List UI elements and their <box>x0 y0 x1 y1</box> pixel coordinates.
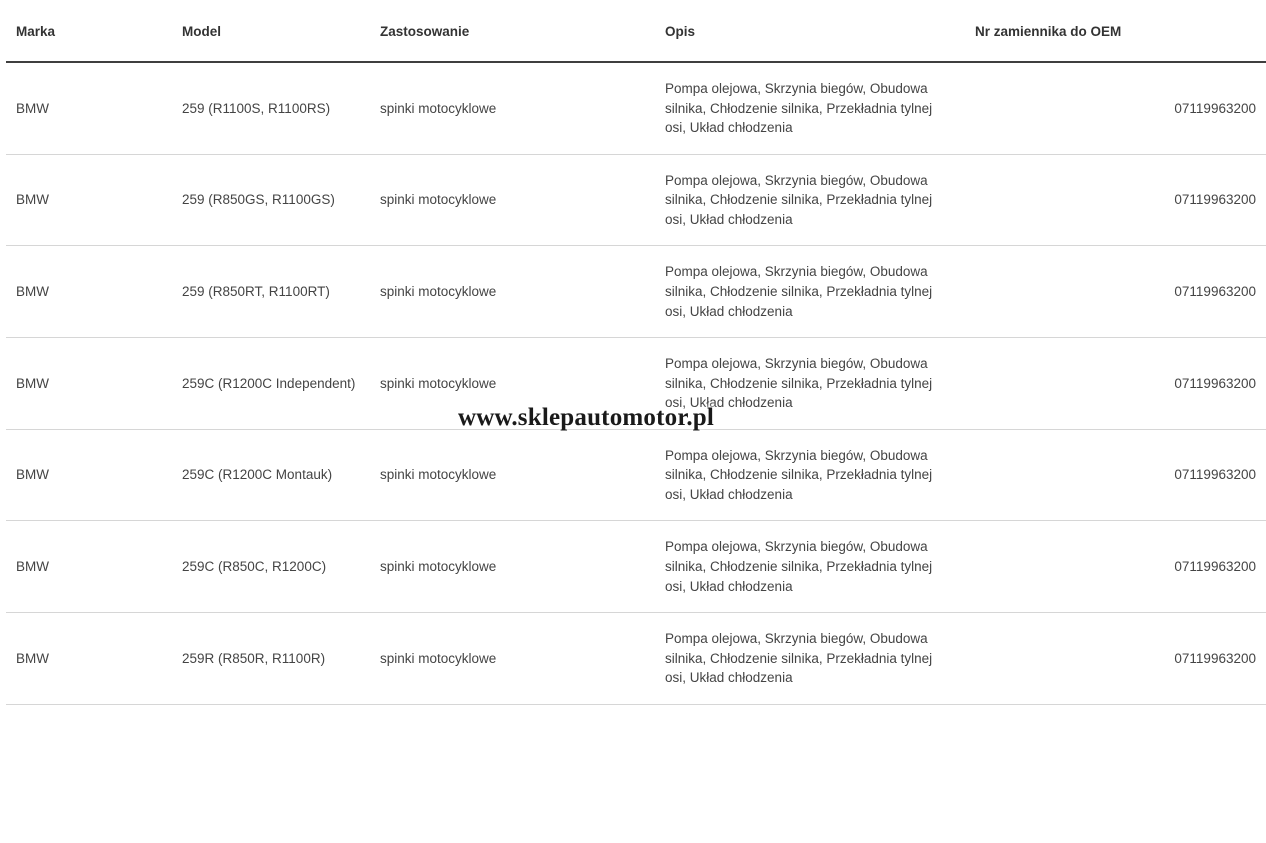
cell-oem: 07119963200 <box>965 62 1266 154</box>
cell-marka: BMW <box>6 62 172 154</box>
column-header-model: Model <box>172 0 370 62</box>
cell-opis: Pompa olejowa, Skrzynia biegów, Obudowa silnika, Chłodzenie silnika, Przekładnia tylnej osi, Układ chłodzenia <box>655 521 965 613</box>
cell-marka: BMW <box>6 154 172 246</box>
table-row <box>6 429 1266 521</box>
watermark: www.sklepautomotor.pl <box>457 404 715 431</box>
vehicle-compatibility-table <box>6 0 1266 705</box>
cell-model: 259 (R1100S, R1100RS) <box>172 62 370 154</box>
table-row <box>6 154 1266 246</box>
column-header-opis: Opis <box>655 0 965 62</box>
cell-opis: Pompa olejowa, Skrzynia biegów, Obudowa silnika, Chłodzenie silnika, Przekładnia tylnej osi, Układ chłodzenia <box>655 246 965 338</box>
cell-opis: Pompa olejowa, Skrzynia biegów, Obudowa silnika, Chłodzenie silnika, Przekładnia tylnej osi, Układ chłodzenia <box>655 154 965 246</box>
table-body <box>6 62 1266 704</box>
cell-model: 259 (R850GS, R1100GS) <box>172 154 370 246</box>
column-header-zastosowanie: Zastosowanie <box>370 0 655 62</box>
cell-opis: Pompa olejowa, Skrzynia biegów, Obudowa silnika, Chłodzenie silnika, Przekładnia tylnej osi, Układ chłodzenia <box>655 62 965 154</box>
cell-zastosowanie: spinki motocyklowe <box>370 154 655 246</box>
table-row <box>6 521 1266 613</box>
cell-zastosowanie: spinki motocyklowe <box>370 429 655 521</box>
cell-oem: 07119963200 <box>965 338 1266 430</box>
cell-opis: Pompa olejowa, Skrzynia biegów, Obudowa silnika, Chłodzenie silnika, Przekładnia tylnej osi, Układ chłodzenia <box>655 429 965 521</box>
cell-marka: BMW <box>6 246 172 338</box>
table-row <box>6 338 1266 430</box>
cell-zastosowanie: spinki motocyklowe <box>370 246 655 338</box>
cell-zastosowanie: spinki motocyklowe <box>370 62 655 154</box>
table-row <box>6 62 1266 154</box>
cell-marka: BMW <box>6 338 172 430</box>
cell-oem: 07119963200 <box>965 246 1266 338</box>
cell-model: 259C (R1200C Montauk) <box>172 429 370 521</box>
cell-model: 259C (R1200C Independent) <box>172 338 370 430</box>
column-header-marka: Marka <box>6 0 172 62</box>
column-header-oem: Nr zamiennika do OEM <box>965 0 1266 62</box>
cell-model: 259R (R850R, R1100R) <box>172 613 370 705</box>
cell-oem: 07119963200 <box>965 613 1266 705</box>
cell-oem: 07119963200 <box>965 429 1266 521</box>
table-header-row <box>6 0 1266 62</box>
cell-model: 259C (R850C, R1200C) <box>172 521 370 613</box>
cell-zastosowanie: spinki motocyklowe <box>370 613 655 705</box>
cell-zastosowanie: spinki motocyklowe <box>370 338 655 430</box>
cell-opis: Pompa olejowa, Skrzynia biegów, Obudowa silnika, Chłodzenie silnika, Przekładnia tylnej osi, Układ chłodzenia <box>655 338 965 430</box>
table-row <box>6 246 1266 338</box>
cell-oem: 07119963200 <box>965 521 1266 613</box>
table-header <box>6 0 1266 62</box>
cell-marka: BMW <box>6 613 172 705</box>
table-row <box>6 613 1266 705</box>
cell-marka: BMW <box>6 521 172 613</box>
cell-zastosowanie: spinki motocyklowe <box>370 521 655 613</box>
cell-marka: BMW <box>6 429 172 521</box>
cell-opis: Pompa olejowa, Skrzynia biegów, Obudowa silnika, Chłodzenie silnika, Przekładnia tylnej osi, Układ chłodzenia <box>655 613 965 705</box>
cell-model: 259 (R850RT, R1100RT) <box>172 246 370 338</box>
cell-oem: 07119963200 <box>965 154 1266 246</box>
